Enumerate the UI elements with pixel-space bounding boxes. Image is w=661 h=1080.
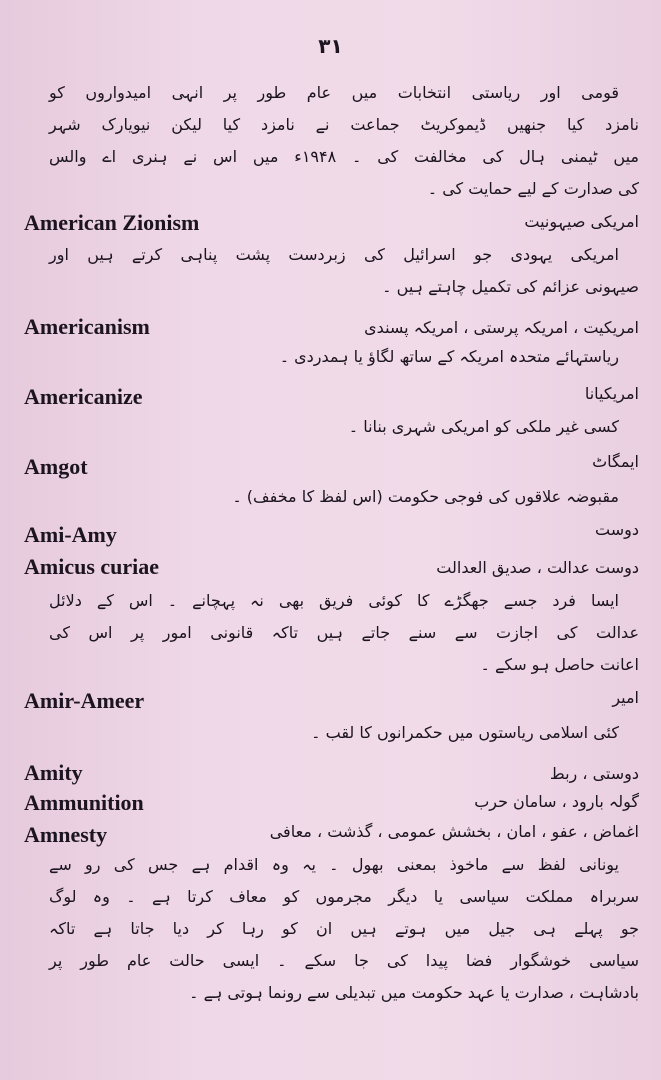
entry-term-amity: Amity (24, 760, 83, 785)
entry-gloss-americanism: امریکیت ، امریکہ پرستی ، امریکہ پسندی (364, 318, 639, 337)
entry-term-amnesty: Amnesty (24, 822, 108, 847)
entry-gloss-amir-ameer: امیر (612, 688, 639, 707)
entry-term-ami-amy: Ami-Amy (24, 522, 117, 547)
entry-term-americanism: Americanism (24, 314, 150, 339)
entry-body-line: اعانت حاصل ہو سکے ۔ (480, 655, 639, 674)
intro-line: قومی اور ریاستی انتخابات میں عام طور پر انہی امیدواروں کو (49, 83, 619, 102)
entry-term-amir-ameer: Amir-Ameer (24, 688, 145, 713)
entry-gloss-amity: دوستی ، ربط (549, 764, 639, 783)
entry-body-line: کسی غیر ملکی کو امریکی شہری بنانا ۔ (348, 417, 619, 436)
entry-body-line: ریاستہائے متحدہ امریکہ کے ساتھ لگاؤ یا ہمدردی ۔ (279, 347, 619, 366)
entry-gloss-americanize: امریکیانا (584, 384, 639, 403)
entry-term-american-zionism: American Zionism (24, 210, 200, 235)
entry-body-line: جو پہلے ہی جیل میں ہوتے ہیں ان کو رہا کر دیا جاتا ہے تاکہ (49, 919, 639, 938)
entry-term-americanize: Americanize (24, 384, 143, 409)
page-number: ۳۱ (318, 34, 343, 58)
entry-body-line: سربراہ مملکت سیاسی یا دیگر مجرموں کو معاف کرتا ہے ۔ وہ لوگ (49, 887, 639, 906)
entry-gloss-amicus-curiae: دوست عدالت ، صدیق العدالت (436, 558, 639, 577)
entry-term-amicus-curiae: Amicus curiae (24, 554, 160, 579)
entry-gloss-american-zionism: امریکی صیہونیت (524, 212, 639, 231)
entry-gloss-amgot: ایمگاٹ (592, 452, 639, 471)
entry-gloss-ammunition: گولہ بارود ، سامان حرب (474, 792, 639, 811)
entry-body-line: عدالت کی اجازت سے سنے جاتے ہیں تاکہ قانونی امور پر اس کی (49, 623, 639, 642)
entry-term-amgot: Amgot (24, 454, 88, 479)
entry-body-line: بادشاہت ، صدارت یا عہد حکومت میں تبدیلی سے رونما ہوتی ہے ۔ (189, 983, 639, 1002)
entry-body-line: یونانی لفظ سے ماخوذ بمعنی بھول ۔ یہ وہ اقدام ہے جس کی رو سے (49, 855, 619, 874)
entry-body-line: سیاسی خوشگوار فضا پیدا کی جا سکے ۔ ایسی حالت عام طور پر (49, 951, 639, 970)
entry-gloss-ami-amy: دوست (595, 520, 639, 539)
intro-line: کی صدارت کے لیے حمایت کی ۔ (427, 179, 639, 198)
entry-body-line: ایسا فرد جسے جھگڑے کا کوئی فریق بھی نہ پہچانے ۔ اس کے دلائل (49, 591, 619, 610)
entry-body-line: صیہونی عزائم کی تکمیل چاہتے ہیں ۔ (382, 277, 639, 296)
intro-line: نامزد کیا جنھیں ڈیموکریٹ جماعت نے نامزد کیا لیکن نیویارک شہر (49, 115, 639, 134)
entry-body-line: کئی اسلامی ریاستوں میں حکمرانوں کا لقب ۔ (311, 723, 619, 742)
intro-line: میں ٹیمنی ہال کی مخالفت کی ۔ ۱۹۴۸ء میں اس نے ہنری اے والس (49, 147, 639, 166)
entry-term-ammunition: Ammunition (24, 790, 144, 815)
entry-body-line: امریکی یہودی جو اسرائیل کی زبردست پشت پناہی کرتے ہیں اور (49, 245, 619, 264)
entry-body-line: مقبوضہ علاقوں کی فوجی حکومت (اس لفظ کا مخفف) ۔ (232, 487, 619, 506)
entry-gloss-amnesty: اغماض ، عفو ، امان ، بخشش عمومی ، گذشت ، معافی (269, 822, 639, 841)
